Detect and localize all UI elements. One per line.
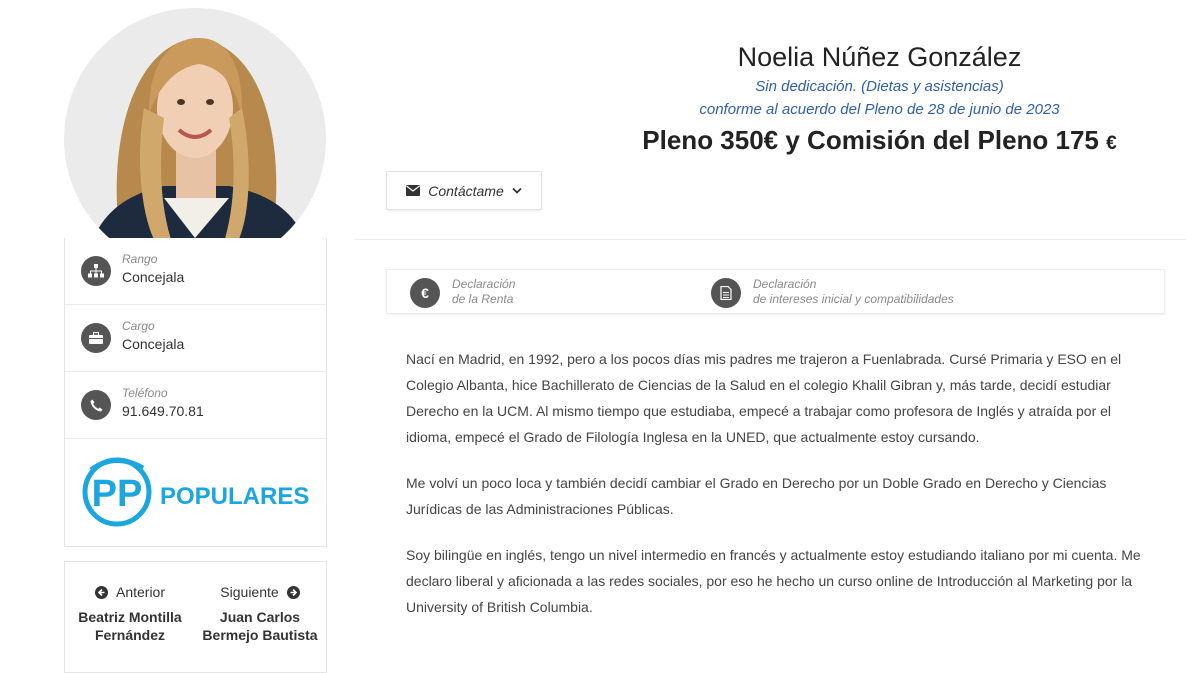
- info-card: [64, 238, 327, 547]
- declaration-tax[interactable]: [387, 270, 687, 313]
- hierarchy-icon: [81, 256, 111, 286]
- document-icon: [711, 278, 741, 308]
- arrow-left-icon: [95, 586, 108, 599]
- currency-symbol: €: [1106, 133, 1117, 154]
- phone-icon: [81, 390, 111, 420]
- next-profile[interactable]: [195, 584, 325, 644]
- phone-label: Teléfono: [122, 386, 168, 400]
- biography: [406, 346, 1151, 640]
- compensation-text: [386, 125, 1186, 156]
- declaration-interests-line2: de intereses inicial y compatibilidades: [753, 292, 954, 306]
- profile-photo-image: [64, 8, 326, 238]
- declaration-interests-label: [753, 277, 954, 307]
- contact-button[interactable]: [386, 171, 542, 210]
- position-label: Cargo: [122, 319, 155, 333]
- bio-paragraph: Soy bilingüe en inglés, tengo un nivel intermedio en francés y actualmente estoy estudiando italiano por mi cuenta. Me declaro liberal y aficionada a las redes sociales, por eso he hecho un curso online de Introducción al Marketing por la University of British Columbia.: [406, 547, 1141, 615]
- chevron-down-icon: [512, 187, 522, 194]
- phone-row: [65, 372, 326, 439]
- bio-paragraph: Nací en Madrid, en 1992, pero a los pocos días mis padres me trajeron a Fuenlabrada. Cursé Primaria y ESO en el Colegio Albanta, hice Bachillerato de Ciencias de la Salud en el colegio Khalil Gibran y, más tarde, decidí estudiar Derecho en la UCM. Al mismo tiempo que estudiaba, empecé a trabajar como profesora de Inglés y atraída por el idioma, empecé el Grado de Filología Inglesa en la UNED, que actualmente estoy cursando.: [406, 351, 1122, 445]
- previous-name[interactable]: Beatriz Montilla Fernández: [78, 609, 182, 643]
- rank-row: [65, 238, 326, 305]
- party-logo-text: POPULARES: [160, 483, 310, 510]
- arrow-right-icon: [287, 586, 300, 599]
- profile-photo: [64, 8, 326, 238]
- divider: [355, 239, 1186, 240]
- briefcase-icon: [81, 323, 111, 353]
- contact-label: Contáctame: [428, 182, 504, 199]
- declaration-tax-line2: de la Renta: [452, 292, 514, 306]
- position-value: Concejala: [122, 336, 185, 352]
- next-link[interactable]: [195, 584, 325, 600]
- envelope-icon: [406, 185, 420, 196]
- euro-icon: €: [410, 278, 440, 308]
- next-label: Siguiente: [220, 584, 279, 600]
- party-logo: [65, 440, 326, 544]
- page-title: Noelia Núñez González: [737, 42, 1022, 72]
- bio-paragraph: Me volví un poco loca y también decidí cambiar el Grado en Derecho por un Doble Grado en Derecho y Ciencias Jurídicas de las Administraciones Públicas.: [406, 475, 1107, 517]
- declarations-bar: [386, 269, 1165, 314]
- compensation-amount: Pleno 350€ y Comisión del Pleno 175: [642, 125, 1099, 155]
- party-logo-initials: PP: [91, 473, 143, 515]
- agreement-text: conforme al acuerdo del Pleno de 28 de junio de 2023: [699, 101, 1060, 118]
- previous-label: Anterior: [115, 584, 166, 600]
- profile-navigation: [64, 561, 327, 673]
- declaration-interests-line1: Declaración: [753, 277, 817, 291]
- previous-profile[interactable]: [65, 584, 195, 644]
- declaration-interests[interactable]: [688, 270, 1158, 313]
- rank-label: Rango: [122, 252, 158, 266]
- declaration-tax-line1: Declaración: [452, 277, 516, 291]
- next-name[interactable]: Juan Carlos Bermejo Bautista: [202, 609, 318, 643]
- phone-value[interactable]: 91.649.70.81: [122, 403, 204, 419]
- position-row: [65, 305, 326, 372]
- declaration-tax-label: [452, 277, 515, 307]
- previous-link[interactable]: [65, 584, 195, 600]
- rank-value: Concejala: [122, 269, 185, 285]
- dedication-text: Sin dedicación. (Dietas y asistencias): [755, 78, 1004, 95]
